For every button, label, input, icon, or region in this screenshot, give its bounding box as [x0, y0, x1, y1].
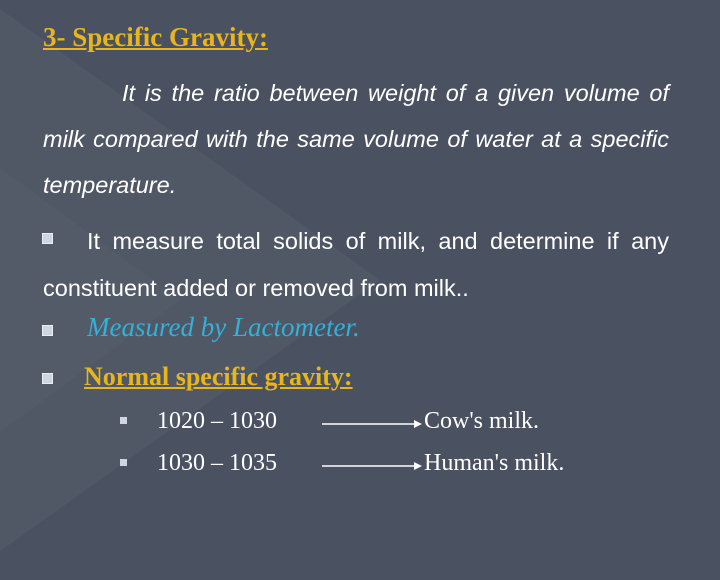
milk-type-label: Cow's milk. [424, 408, 540, 434]
bullet-total-solids: It measure total solids of milk, and determine if any constituent added or removed from milk.. [43, 228, 669, 301]
square-bullet-icon [120, 459, 127, 466]
checkbox-bullet-icon [42, 373, 53, 384]
gravity-range-value: 1030 – 1035 [157, 450, 277, 476]
gravity-range-value: 1020 – 1030 [157, 408, 277, 434]
slide-title: 3- Specific Gravity: [43, 22, 268, 52]
bullet-normal-gravity: Normal specific gravity: [84, 362, 353, 391]
square-bullet-icon [120, 417, 127, 424]
checkbox-bullet-icon [42, 325, 53, 336]
right-arrow-icon [322, 419, 422, 429]
milk-type-label: Human's milk. [424, 450, 565, 476]
definition-paragraph: It is the ratio between weight of a given volume of milk compared with the same volume of water at a specific temperature. [43, 80, 669, 198]
bullet-lactometer: Measured by Lactometer. [87, 312, 360, 342]
right-arrow-icon [322, 461, 422, 471]
